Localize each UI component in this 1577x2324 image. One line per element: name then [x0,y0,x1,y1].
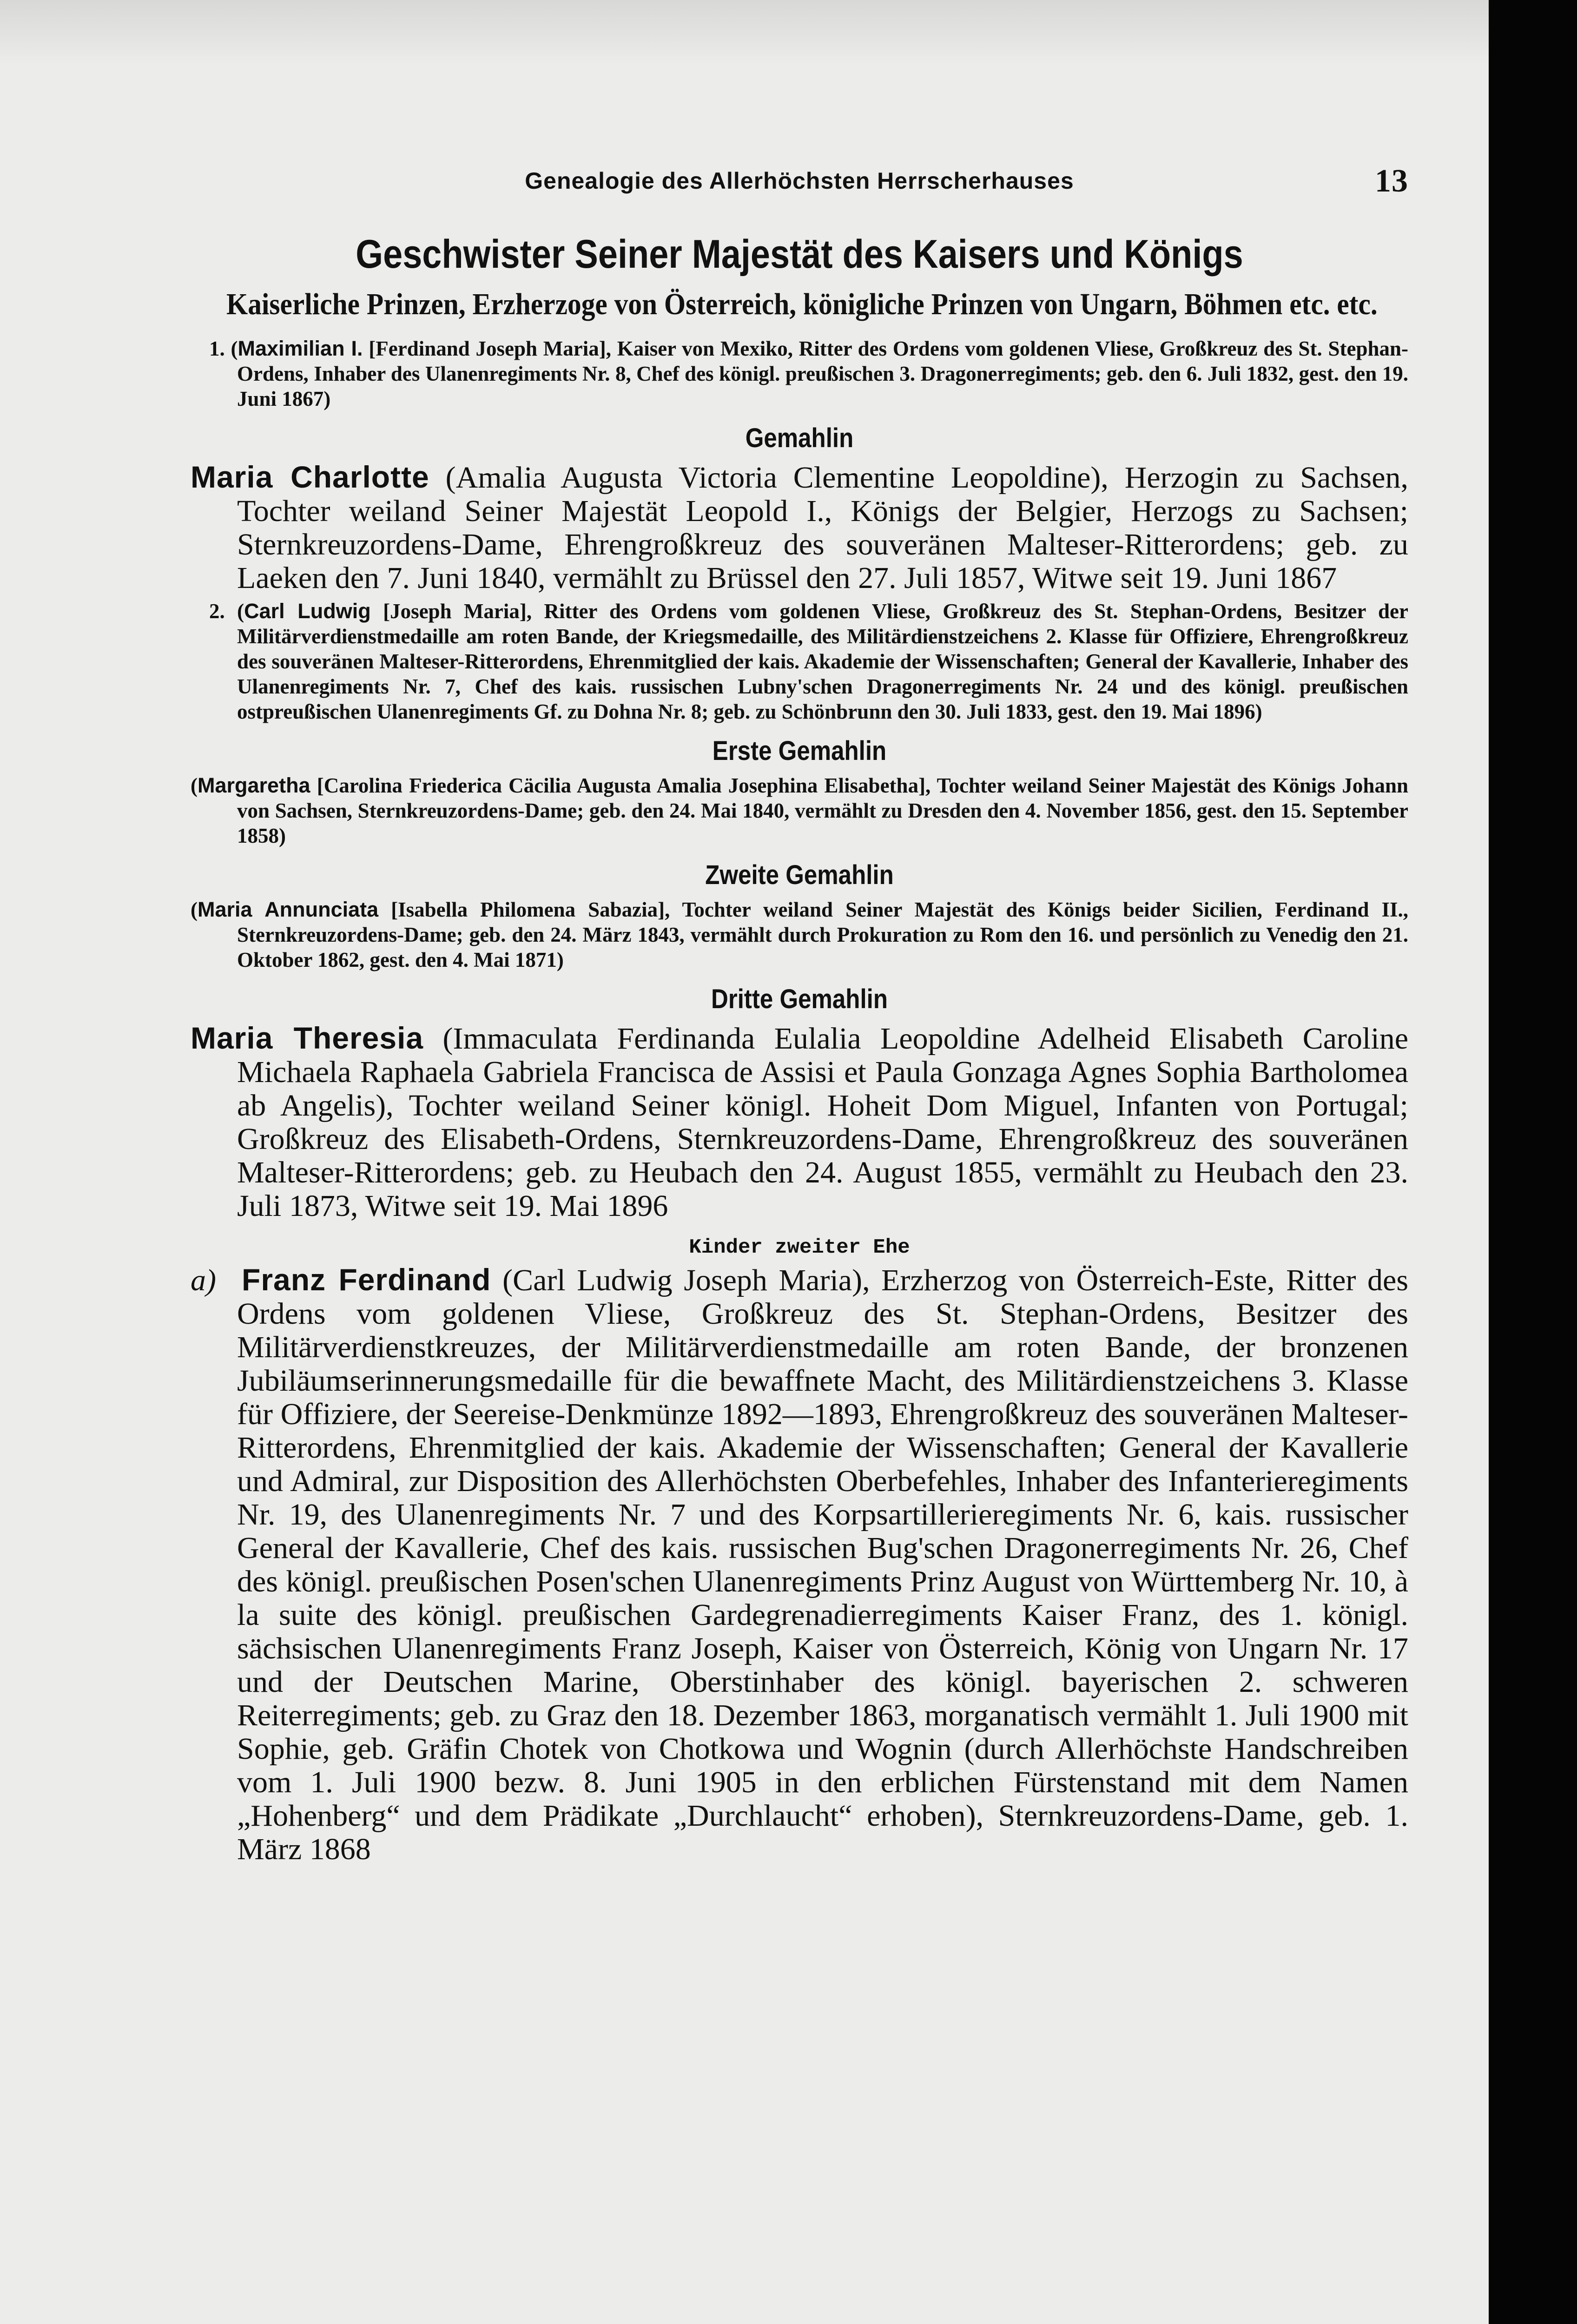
open-paren: ( [237,600,244,623]
entry-text: [Carolina Friederica Cäcilia Augusta Amalia Josephina Elisabetha], Tochter weiland Seiner Majestät des Königs Johann von Sachsen, Sternkreuzordens-Dame; geb. den 24. Mai 1840, vermählt zu Dresden den 4. November 1856, gest. den 15. September 1858) [237,774,1408,847]
person-name: Franz Ferdinand [242,1262,491,1297]
entry-franz-ferdinand [191,1263,1408,1866]
open-paren: ( [191,898,198,921]
person-name: Maria Theresia [191,1021,424,1055]
page-title: Geschwister Seiner Majestät des Kaisers und Königs [356,232,1243,277]
section-heading-zweite-gemahlin: Zweite Gemahlin [705,860,894,890]
person-name: Maximilian I. [238,337,363,360]
section-heading-erste-gemahlin: Erste Gemahlin [712,736,887,766]
entry-maximilian [191,336,1408,411]
entry-maria-annunciata [191,897,1408,972]
section-heading-gemahlin: Gemahlin [745,423,854,453]
entry-number: 1. [209,337,225,360]
page-content [191,163,1409,1870]
entry-text: (Amalia Augusta Victoria Clementine Leopoldine), Herzogin zu Sachsen, Tochter weiland Seiner Majestät Leopold I., Königs der Belgier, Herzogs zu Sachsen; Sternkreuzordens-Dame, Ehrengroßkreuz des souveränen Malteser-Ritterordens; geb. zu Laeken den 7. Juni 1840, vermählt zu Brüssel den 27. Juli 1857, Witwe seit 19. Juni 1867 [237,461,1408,595]
page-subtitle: Kaiserliche Prinzen, Erzherzoge von Österreich, königliche Prinzen von Ungarn, Böhmen etc. etc. [226,287,1378,321]
entry-text: [Ferdinand Joseph Maria], Kaiser von Mexiko, Ritter des Ordens vom goldenen Vliese, Großkreuz des St. Stephan-Ordens, Inhaber des Ulanenregiments Nr. 8, Chef des königl. preußischen 3. Dragonerregiments; geb. den 6. Juli 1832, gest. den 19. Juni 1867) [237,337,1409,410]
entry-text: [Isabella Philomena Sabazia], Tochter weiland Seiner Majestät des Königs beider Sicilien, Ferdinand II., Sternkreuzordens-Dame; geb. den 24. März 1843, vermählt durch Prokuration zu Rom den 16. und persönlich zu Venedig den 21. Oktober 1862, gest. den 4. Mai 1871) [237,898,1408,971]
entry-text: (Immaculata Ferdinanda Eulalia Leopoldine Adelheid Elisabeth Caroline Michaela Raphaela Gabriela Francisca de Assisi et Paula Gonzaga Agnes Sophia Bartholomea ab Angelis), Tochter weiland Seiner königl. Hoheit Dom Miguel, Infanten von Portugal; Großkreuz des Elisabeth-Ordens, Sternkreuzordens-Dame, Ehrengroßkreuz des souveränen Malteser-Ritterordens; geb. zu Heubach den 24. August 1855, vermählt zu Heubach den 23. Juli 1873, Witwe seit 19. Mai 1896 [237,1022,1408,1223]
person-name: Maria Charlotte [191,460,429,494]
entry-text: (Carl Ludwig Joseph Maria), Erzherzog von Österreich-Este, Ritter des Ordens vom goldenen Vliese, Großkreuz des St. Stephan-Ordens, Besitzer des Militärverdienstkreuzes, der Militärverdienstmedaille am roten Bande, der bronzenen Jubiläumserinnerungsmedaille für die bewaffnete Macht, des Militärdienstzeichens 3. Klasse für Offiziere, der Seereise-Denkmünze 1892—1893, Ehrengroßkreuz des souveränen Malteser-Ritterordens, Ehrenmitglied der kais. Akademie der Wissenschaften; General der Kavallerie und Admiral, zur Disposition des Allerhöchsten Oberbefehles, Inhaber des Infanterieregiments Nr. 19, des Ulanenregiments Nr. 7 und des Korpsartillerieregiments Nr. 6, kais. russischer General der Kavallerie, Chef des kais. russischen Bug'schen Dragonerregiments Nr. 26, Chef des königl. preußischen Posen'schen Ulanenregiments Prinz August von Württemberg Nr. 10, à la suite des königl. preußischen Gardegrenadierregiments Kaiser Franz, des 1. königl. sächsischen Ulanenregiments Franz Joseph, Kaiser von Österreich, König von Ungarn Nr. 17 und der Deutschen Marine, Oberstinhaber des königl. bayerischen 2. schweren Reiterregiments; geb. zu Graz den 18. Dezember 1863, morganatisch vermählt 1. Juli 1900 mit Sophie, geb. Gräfin Chotek von Chotkowa und Wognin (durch Allerhöchste Handschreiben vom 1. Juli 1900 bezw. 8. Juni 1905 in den erblichen Fürstenstand mit dem Namen „Hohenberg“ und dem Prädikate „Durchlaucht“ erhoben), Sternkreuzordens-Dame, geb. 1. März 1868 [237,1263,1409,1866]
entry-carl-ludwig [191,599,1408,724]
entry-text: [Joseph Maria], Ritter des Ordens vom goldenen Vliese, Großkreuz des St. Stephan-Ordens, Besitzer der Militärverdienstmedaille am roten Bande, der Kriegsmedaille, des Militärdienstzeichens 2. Klasse für Offiziere, Ehrengroßkreuz des souveränen Malteser-Ritterordens, Ehrenmitglied der kais. Akademie der Wissenschaften; General der Kavallerie, Inhaber des Ulanenregiments Nr. 7, Chef des kais. russischen Lubny'schen Dragonerregiments Nr. 24 und des königl. preußischen ostpreußischen Ulanenregiments Gf. zu Dohna Nr. 8; geb. zu Schönbrunn den 30. Juli 1833, gest. den 19. Mai 1896) [237,600,1408,723]
entry-label: a) [191,1263,216,1297]
page-number: 13 [1375,163,1408,199]
running-header [191,163,1408,209]
section-heading-dritte-gemahlin: Dritte Gemahlin [711,984,888,1014]
entry-number: 2. [209,600,225,623]
person-name: Margaretha [198,773,310,797]
open-paren: ( [231,337,238,360]
section-heading-kinder: Kinder zweiter Ehe [689,1236,910,1259]
open-paren: ( [191,774,198,797]
entry-margaretha [191,773,1408,848]
person-name: Maria Annunciata [198,898,379,921]
person-name: Carl Ludwig [244,599,371,623]
entry-maria-theresia [191,1021,1408,1223]
entry-maria-charlotte [191,460,1408,595]
running-title: Genealogie des Allerhöchsten Herrscherhauses [525,168,1074,194]
